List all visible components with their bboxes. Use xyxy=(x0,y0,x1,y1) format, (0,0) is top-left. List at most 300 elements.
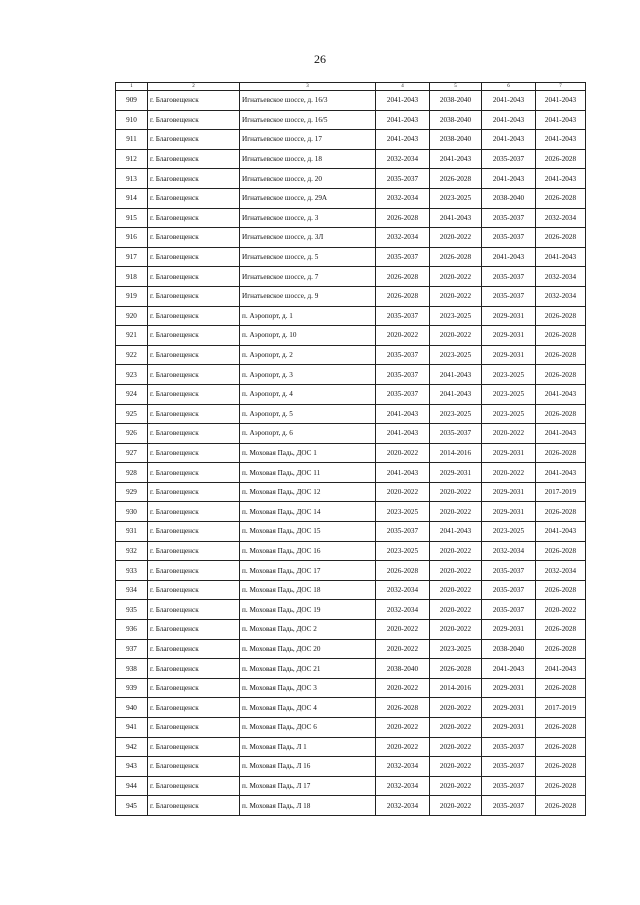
address-cell: п. Моховая Падь, ДОС 12 xyxy=(240,482,376,502)
period-col-6-cell: 2023-2025 xyxy=(482,522,536,542)
row-number-cell: 912 xyxy=(116,149,148,169)
row-number-cell: 916 xyxy=(116,228,148,248)
address-cell: п. Моховая Падь, ДОС 3 xyxy=(240,678,376,698)
table-row xyxy=(116,659,586,679)
row-number-cell: 915 xyxy=(116,208,148,228)
address-cell: п. Моховая Падь, ДОС 20 xyxy=(240,639,376,659)
address-cell: п. Моховая Падь, Л 18 xyxy=(240,796,376,816)
period-col-4-cell: 2020-2022 xyxy=(376,639,430,659)
table-body xyxy=(116,91,586,816)
period-col-5-cell: 2020-2022 xyxy=(430,580,482,600)
period-col-4-cell: 2035-2037 xyxy=(376,169,430,189)
period-col-7-cell: 2041-2043 xyxy=(536,110,586,130)
period-col-6-cell: 2035-2037 xyxy=(482,796,536,816)
page-number: 26 xyxy=(314,52,326,66)
table-row xyxy=(116,482,586,502)
row-number-cell: 934 xyxy=(116,580,148,600)
period-col-4-cell: 2026-2028 xyxy=(376,561,430,581)
city-cell: г. Благовещенск xyxy=(148,600,240,620)
period-col-4-cell: 2038-2040 xyxy=(376,659,430,679)
period-col-7-cell: 2026-2028 xyxy=(536,678,586,698)
address-cell: Игнатьевское шоссе, д. 7 xyxy=(240,267,376,287)
address-cell: п. Моховая Падь, Л 17 xyxy=(240,776,376,796)
period-col-7-cell: 2026-2028 xyxy=(536,443,586,463)
period-col-7-cell: 2041-2043 xyxy=(536,424,586,444)
row-number-cell: 941 xyxy=(116,718,148,738)
address-cell: п. Моховая Падь, ДОС 18 xyxy=(240,580,376,600)
period-col-7-cell: 2041-2043 xyxy=(536,384,586,404)
city-cell: г. Благовещенск xyxy=(148,718,240,738)
column-header-3: 3 xyxy=(240,83,376,91)
address-cell: Игнатьевское шоссе, д. 3 xyxy=(240,208,376,228)
table-row xyxy=(116,208,586,228)
period-col-7-cell: 2026-2028 xyxy=(536,149,586,169)
table-row xyxy=(116,620,586,640)
row-number-cell: 932 xyxy=(116,541,148,561)
period-col-6-cell: 2029-2031 xyxy=(482,443,536,463)
period-col-6-cell: 2041-2043 xyxy=(482,659,536,679)
period-col-6-cell: 2029-2031 xyxy=(482,345,536,365)
address-cell: Игнатьевское шоссе, д. 20 xyxy=(240,169,376,189)
city-cell: г. Благовещенск xyxy=(148,678,240,698)
period-col-7-cell: 2026-2028 xyxy=(536,737,586,757)
period-col-6-cell: 2035-2037 xyxy=(482,757,536,777)
period-col-5-cell: 2020-2022 xyxy=(430,561,482,581)
table-row xyxy=(116,228,586,248)
period-col-6-cell: 2035-2037 xyxy=(482,580,536,600)
table-row xyxy=(116,384,586,404)
period-col-6-cell: 2041-2043 xyxy=(482,130,536,150)
period-col-7-cell: 2026-2028 xyxy=(536,365,586,385)
period-col-6-cell: 2035-2037 xyxy=(482,208,536,228)
period-col-5-cell: 2023-2025 xyxy=(430,345,482,365)
header-row xyxy=(116,83,586,91)
city-cell: г. Благовещенск xyxy=(148,169,240,189)
period-col-5-cell: 2020-2022 xyxy=(430,326,482,346)
period-col-7-cell: 2026-2028 xyxy=(536,757,586,777)
period-col-7-cell: 2026-2028 xyxy=(536,580,586,600)
address-cell: п. Моховая Падь, ДОС 1 xyxy=(240,443,376,463)
period-col-4-cell: 2032-2034 xyxy=(376,796,430,816)
period-col-7-cell: 2041-2043 xyxy=(536,522,586,542)
period-col-5-cell: 2026-2028 xyxy=(430,169,482,189)
period-col-6-cell: 2035-2037 xyxy=(482,149,536,169)
row-number-cell: 922 xyxy=(116,345,148,365)
row-number-cell: 928 xyxy=(116,463,148,483)
period-col-7-cell: 2026-2028 xyxy=(536,639,586,659)
address-cell: п. Моховая Падь, ДОС 6 xyxy=(240,718,376,738)
period-col-7-cell: 2026-2028 xyxy=(536,776,586,796)
city-cell: г. Благовещенск xyxy=(148,482,240,502)
period-col-5-cell: 2041-2043 xyxy=(430,384,482,404)
table-row xyxy=(116,306,586,326)
period-col-4-cell: 2041-2043 xyxy=(376,424,430,444)
period-col-7-cell: 2026-2028 xyxy=(536,306,586,326)
city-cell: г. Благовещенск xyxy=(148,130,240,150)
row-number-cell: 921 xyxy=(116,326,148,346)
table-row xyxy=(116,149,586,169)
city-cell: г. Благовещенск xyxy=(148,443,240,463)
period-col-5-cell: 2029-2031 xyxy=(430,463,482,483)
period-col-7-cell: 2026-2028 xyxy=(536,345,586,365)
period-col-4-cell: 2041-2043 xyxy=(376,404,430,424)
period-col-7-cell: 2026-2028 xyxy=(536,620,586,640)
city-cell: г. Благовещенск xyxy=(148,757,240,777)
row-number-cell: 942 xyxy=(116,737,148,757)
period-col-4-cell: 2035-2037 xyxy=(376,365,430,385)
row-number-cell: 936 xyxy=(116,620,148,640)
address-cell: п. Моховая Падь, ДОС 21 xyxy=(240,659,376,679)
period-col-4-cell: 2020-2022 xyxy=(376,620,430,640)
period-col-7-cell: 2032-2034 xyxy=(536,208,586,228)
period-col-5-cell: 2020-2022 xyxy=(430,541,482,561)
table-row xyxy=(116,757,586,777)
period-col-7-cell: 2026-2028 xyxy=(536,228,586,248)
row-number-cell: 929 xyxy=(116,482,148,502)
city-cell: г. Благовещенск xyxy=(148,620,240,640)
table-row xyxy=(116,600,586,620)
row-number-cell: 913 xyxy=(116,169,148,189)
period-col-5-cell: 2038-2040 xyxy=(430,91,482,111)
period-col-6-cell: 2029-2031 xyxy=(482,620,536,640)
period-col-7-cell: 2026-2028 xyxy=(536,502,586,522)
period-col-7-cell: 2017-2019 xyxy=(536,482,586,502)
row-number-cell: 917 xyxy=(116,247,148,267)
address-cell: п. Моховая Падь, ДОС 19 xyxy=(240,600,376,620)
period-col-6-cell: 2029-2031 xyxy=(482,502,536,522)
city-cell: г. Благовещенск xyxy=(148,776,240,796)
period-col-7-cell: 2026-2028 xyxy=(536,326,586,346)
period-col-5-cell: 2020-2022 xyxy=(430,620,482,640)
period-col-6-cell: 2038-2040 xyxy=(482,639,536,659)
period-col-7-cell: 2032-2034 xyxy=(536,267,586,287)
table-row xyxy=(116,130,586,150)
address-cell: п. Аэропорт, д. 1 xyxy=(240,306,376,326)
period-col-6-cell: 2029-2031 xyxy=(482,678,536,698)
period-col-5-cell: 2038-2040 xyxy=(430,130,482,150)
city-cell: г. Благовещенск xyxy=(148,737,240,757)
column-header-2: 2 xyxy=(148,83,240,91)
table-row xyxy=(116,678,586,698)
period-col-5-cell: 2026-2028 xyxy=(430,247,482,267)
table-row xyxy=(116,463,586,483)
period-col-4-cell: 2020-2022 xyxy=(376,326,430,346)
column-header-4: 4 xyxy=(376,83,430,91)
city-cell: г. Благовещенск xyxy=(148,149,240,169)
period-col-5-cell: 2023-2025 xyxy=(430,188,482,208)
period-col-7-cell: 2017-2019 xyxy=(536,698,586,718)
table-row xyxy=(116,443,586,463)
address-cell: п. Аэропорт, д. 6 xyxy=(240,424,376,444)
row-number-cell: 927 xyxy=(116,443,148,463)
city-cell: г. Благовещенск xyxy=(148,796,240,816)
period-col-6-cell: 2029-2031 xyxy=(482,718,536,738)
city-cell: г. Благовещенск xyxy=(148,522,240,542)
period-col-6-cell: 2023-2025 xyxy=(482,404,536,424)
table-row xyxy=(116,580,586,600)
address-cell: Игнатьевское шоссе, д. 18 xyxy=(240,149,376,169)
city-cell: г. Благовещенск xyxy=(148,580,240,600)
period-col-4-cell: 2032-2034 xyxy=(376,188,430,208)
city-cell: г. Благовещенск xyxy=(148,404,240,424)
address-cell: п. Моховая Падь, ДОС 4 xyxy=(240,698,376,718)
table-row xyxy=(116,247,586,267)
row-number-cell: 930 xyxy=(116,502,148,522)
table-row xyxy=(116,522,586,542)
city-cell: г. Благовещенск xyxy=(148,188,240,208)
table-row xyxy=(116,365,586,385)
period-col-5-cell: 2020-2022 xyxy=(430,737,482,757)
period-col-5-cell: 2041-2043 xyxy=(430,522,482,542)
period-col-5-cell: 2023-2025 xyxy=(430,639,482,659)
period-col-6-cell: 2023-2025 xyxy=(482,365,536,385)
city-cell: г. Благовещенск xyxy=(148,561,240,581)
row-number-cell: 933 xyxy=(116,561,148,581)
period-col-5-cell: 2041-2043 xyxy=(430,365,482,385)
period-col-4-cell: 2035-2037 xyxy=(376,345,430,365)
row-number-cell: 939 xyxy=(116,678,148,698)
period-col-7-cell: 2026-2028 xyxy=(536,541,586,561)
address-cell: Игнатьевское шоссе, д. 9 xyxy=(240,286,376,306)
period-col-6-cell: 2035-2037 xyxy=(482,600,536,620)
table-row xyxy=(116,737,586,757)
address-cell: Игнатьевское шоссе, д. 16/3 xyxy=(240,91,376,111)
city-cell: г. Благовещенск xyxy=(148,208,240,228)
table-row xyxy=(116,345,586,365)
period-col-4-cell: 2032-2034 xyxy=(376,580,430,600)
row-number-cell: 940 xyxy=(116,698,148,718)
period-col-7-cell: 2041-2043 xyxy=(536,91,586,111)
city-cell: г. Благовещенск xyxy=(148,286,240,306)
row-number-cell: 909 xyxy=(116,91,148,111)
period-col-6-cell: 2035-2037 xyxy=(482,561,536,581)
period-col-7-cell: 2032-2034 xyxy=(536,561,586,581)
table-row xyxy=(116,188,586,208)
period-col-7-cell: 2026-2028 xyxy=(536,796,586,816)
address-cell: п. Аэропорт, д. 2 xyxy=(240,345,376,365)
period-col-5-cell: 2020-2022 xyxy=(430,796,482,816)
city-cell: г. Благовещенск xyxy=(148,463,240,483)
period-col-5-cell: 2023-2025 xyxy=(430,404,482,424)
city-cell: г. Благовещенск xyxy=(148,384,240,404)
period-col-5-cell: 2041-2043 xyxy=(430,208,482,228)
table-row xyxy=(116,541,586,561)
period-col-6-cell: 2020-2022 xyxy=(482,463,536,483)
row-number-cell: 914 xyxy=(116,188,148,208)
period-col-4-cell: 2035-2037 xyxy=(376,247,430,267)
address-cell: п. Аэропорт, д. 10 xyxy=(240,326,376,346)
row-number-cell: 931 xyxy=(116,522,148,542)
period-col-6-cell: 2023-2025 xyxy=(482,384,536,404)
period-col-6-cell: 2041-2043 xyxy=(482,247,536,267)
row-number-cell: 945 xyxy=(116,796,148,816)
table-row xyxy=(116,776,586,796)
row-number-cell: 944 xyxy=(116,776,148,796)
period-col-4-cell: 2041-2043 xyxy=(376,91,430,111)
city-cell: г. Благовещенск xyxy=(148,110,240,130)
period-col-6-cell: 2035-2037 xyxy=(482,286,536,306)
period-col-4-cell: 2020-2022 xyxy=(376,443,430,463)
period-col-6-cell: 2029-2031 xyxy=(482,326,536,346)
period-col-5-cell: 2020-2022 xyxy=(430,600,482,620)
row-number-cell: 926 xyxy=(116,424,148,444)
period-col-7-cell: 2041-2043 xyxy=(536,463,586,483)
period-col-4-cell: 2020-2022 xyxy=(376,482,430,502)
column-header-6: 6 xyxy=(482,83,536,91)
city-cell: г. Благовещенск xyxy=(148,267,240,287)
period-col-4-cell: 2026-2028 xyxy=(376,267,430,287)
row-number-cell: 920 xyxy=(116,306,148,326)
row-number-cell: 918 xyxy=(116,267,148,287)
city-cell: г. Благовещенск xyxy=(148,326,240,346)
table-row xyxy=(116,404,586,424)
table-row xyxy=(116,91,586,111)
row-number-cell: 919 xyxy=(116,286,148,306)
period-col-5-cell: 2020-2022 xyxy=(430,776,482,796)
address-cell: Игнатьевское шоссе, д. 29А xyxy=(240,188,376,208)
table-row xyxy=(116,502,586,522)
period-col-7-cell: 2032-2034 xyxy=(536,286,586,306)
period-col-4-cell: 2023-2025 xyxy=(376,502,430,522)
period-col-6-cell: 2029-2031 xyxy=(482,698,536,718)
period-col-4-cell: 2020-2022 xyxy=(376,718,430,738)
period-col-5-cell: 2020-2022 xyxy=(430,267,482,287)
row-number-cell: 925 xyxy=(116,404,148,424)
period-col-7-cell: 2041-2043 xyxy=(536,247,586,267)
period-col-6-cell: 2035-2037 xyxy=(482,776,536,796)
period-col-6-cell: 2035-2037 xyxy=(482,228,536,248)
period-col-5-cell: 2020-2022 xyxy=(430,718,482,738)
registry-table xyxy=(115,82,586,816)
period-col-5-cell: 2038-2040 xyxy=(430,110,482,130)
period-col-4-cell: 2032-2034 xyxy=(376,228,430,248)
table-row xyxy=(116,424,586,444)
period-col-5-cell: 2020-2022 xyxy=(430,482,482,502)
period-col-4-cell: 2041-2043 xyxy=(376,110,430,130)
period-col-5-cell: 2020-2022 xyxy=(430,698,482,718)
table-row xyxy=(116,639,586,659)
address-cell: Игнатьевское шоссе, д. 5 xyxy=(240,247,376,267)
city-cell: г. Благовещенск xyxy=(148,247,240,267)
city-cell: г. Благовещенск xyxy=(148,659,240,679)
period-col-5-cell: 2014-2016 xyxy=(430,678,482,698)
period-col-4-cell: 2026-2028 xyxy=(376,698,430,718)
address-cell: п. Моховая Падь, ДОС 16 xyxy=(240,541,376,561)
period-col-6-cell: 2041-2043 xyxy=(482,110,536,130)
table-row xyxy=(116,110,586,130)
table-row xyxy=(116,267,586,287)
period-col-7-cell: 2026-2028 xyxy=(536,718,586,738)
row-number-cell: 937 xyxy=(116,639,148,659)
period-col-5-cell: 2020-2022 xyxy=(430,757,482,777)
period-col-4-cell: 2026-2028 xyxy=(376,208,430,228)
period-col-4-cell: 2026-2028 xyxy=(376,286,430,306)
period-col-5-cell: 2041-2043 xyxy=(430,149,482,169)
address-cell: п. Моховая Падь, ДОС 17 xyxy=(240,561,376,581)
period-col-4-cell: 2023-2025 xyxy=(376,541,430,561)
city-cell: г. Благовещенск xyxy=(148,502,240,522)
period-col-7-cell: 2020-2022 xyxy=(536,600,586,620)
period-col-6-cell: 2035-2037 xyxy=(482,267,536,287)
column-header-7: 7 xyxy=(536,83,586,91)
row-number-cell: 910 xyxy=(116,110,148,130)
address-cell: Игнатьевское шоссе, д. 17 xyxy=(240,130,376,150)
period-col-5-cell: 2020-2022 xyxy=(430,228,482,248)
address-cell: Игнатьевское шоссе, д. 3Л xyxy=(240,228,376,248)
row-number-cell: 938 xyxy=(116,659,148,679)
city-cell: г. Благовещенск xyxy=(148,639,240,659)
period-col-4-cell: 2035-2037 xyxy=(376,522,430,542)
column-header-5: 5 xyxy=(430,83,482,91)
table-row xyxy=(116,169,586,189)
city-cell: г. Благовещенск xyxy=(148,541,240,561)
address-cell: п. Моховая Падь, ДОС 2 xyxy=(240,620,376,640)
period-col-5-cell: 2026-2028 xyxy=(430,659,482,679)
city-cell: г. Благовещенск xyxy=(148,345,240,365)
period-col-5-cell: 2035-2037 xyxy=(430,424,482,444)
period-col-4-cell: 2020-2022 xyxy=(376,678,430,698)
address-cell: п. Аэропорт, д. 5 xyxy=(240,404,376,424)
city-cell: г. Благовещенск xyxy=(148,365,240,385)
period-col-5-cell: 2020-2022 xyxy=(430,286,482,306)
address-cell: п. Моховая Падь, ДОС 15 xyxy=(240,522,376,542)
city-cell: г. Благовещенск xyxy=(148,698,240,718)
address-cell: п. Моховая Падь, ДОС 11 xyxy=(240,463,376,483)
period-col-6-cell: 2020-2022 xyxy=(482,424,536,444)
period-col-4-cell: 2032-2034 xyxy=(376,776,430,796)
address-cell: п. Моховая Падь, Л 16 xyxy=(240,757,376,777)
address-cell: п. Аэропорт, д. 4 xyxy=(240,384,376,404)
period-col-7-cell: 2026-2028 xyxy=(536,404,586,424)
period-col-7-cell: 2026-2028 xyxy=(536,188,586,208)
period-col-6-cell: 2041-2043 xyxy=(482,91,536,111)
address-cell: Игнатьевское шоссе, д. 16/5 xyxy=(240,110,376,130)
table-row xyxy=(116,718,586,738)
period-col-5-cell: 2014-2016 xyxy=(430,443,482,463)
period-col-6-cell: 2041-2043 xyxy=(482,169,536,189)
period-col-6-cell: 2032-2034 xyxy=(482,541,536,561)
period-col-4-cell: 2041-2043 xyxy=(376,130,430,150)
row-number-cell: 935 xyxy=(116,600,148,620)
city-cell: г. Благовещенск xyxy=(148,91,240,111)
period-col-4-cell: 2032-2034 xyxy=(376,757,430,777)
period-col-5-cell: 2020-2022 xyxy=(430,502,482,522)
period-col-6-cell: 2035-2037 xyxy=(482,737,536,757)
period-col-6-cell: 2029-2031 xyxy=(482,482,536,502)
row-number-cell: 911 xyxy=(116,130,148,150)
period-col-4-cell: 2020-2022 xyxy=(376,737,430,757)
table-row xyxy=(116,326,586,346)
address-cell: п. Аэропорт, д. 3 xyxy=(240,365,376,385)
city-cell: г. Благовещенск xyxy=(148,228,240,248)
period-col-6-cell: 2029-2031 xyxy=(482,306,536,326)
period-col-4-cell: 2032-2034 xyxy=(376,149,430,169)
table-row xyxy=(116,286,586,306)
row-number-cell: 923 xyxy=(116,365,148,385)
table-row xyxy=(116,698,586,718)
period-col-4-cell: 2032-2034 xyxy=(376,600,430,620)
city-cell: г. Благовещенск xyxy=(148,424,240,444)
table-row xyxy=(116,796,586,816)
address-cell: п. Моховая Падь, ДОС 14 xyxy=(240,502,376,522)
period-col-4-cell: 2035-2037 xyxy=(376,306,430,326)
period-col-5-cell: 2023-2025 xyxy=(430,306,482,326)
column-header-1: 1 xyxy=(116,83,148,91)
period-col-7-cell: 2041-2043 xyxy=(536,130,586,150)
table-header xyxy=(116,83,586,91)
period-col-4-cell: 2035-2037 xyxy=(376,384,430,404)
table-row xyxy=(116,561,586,581)
